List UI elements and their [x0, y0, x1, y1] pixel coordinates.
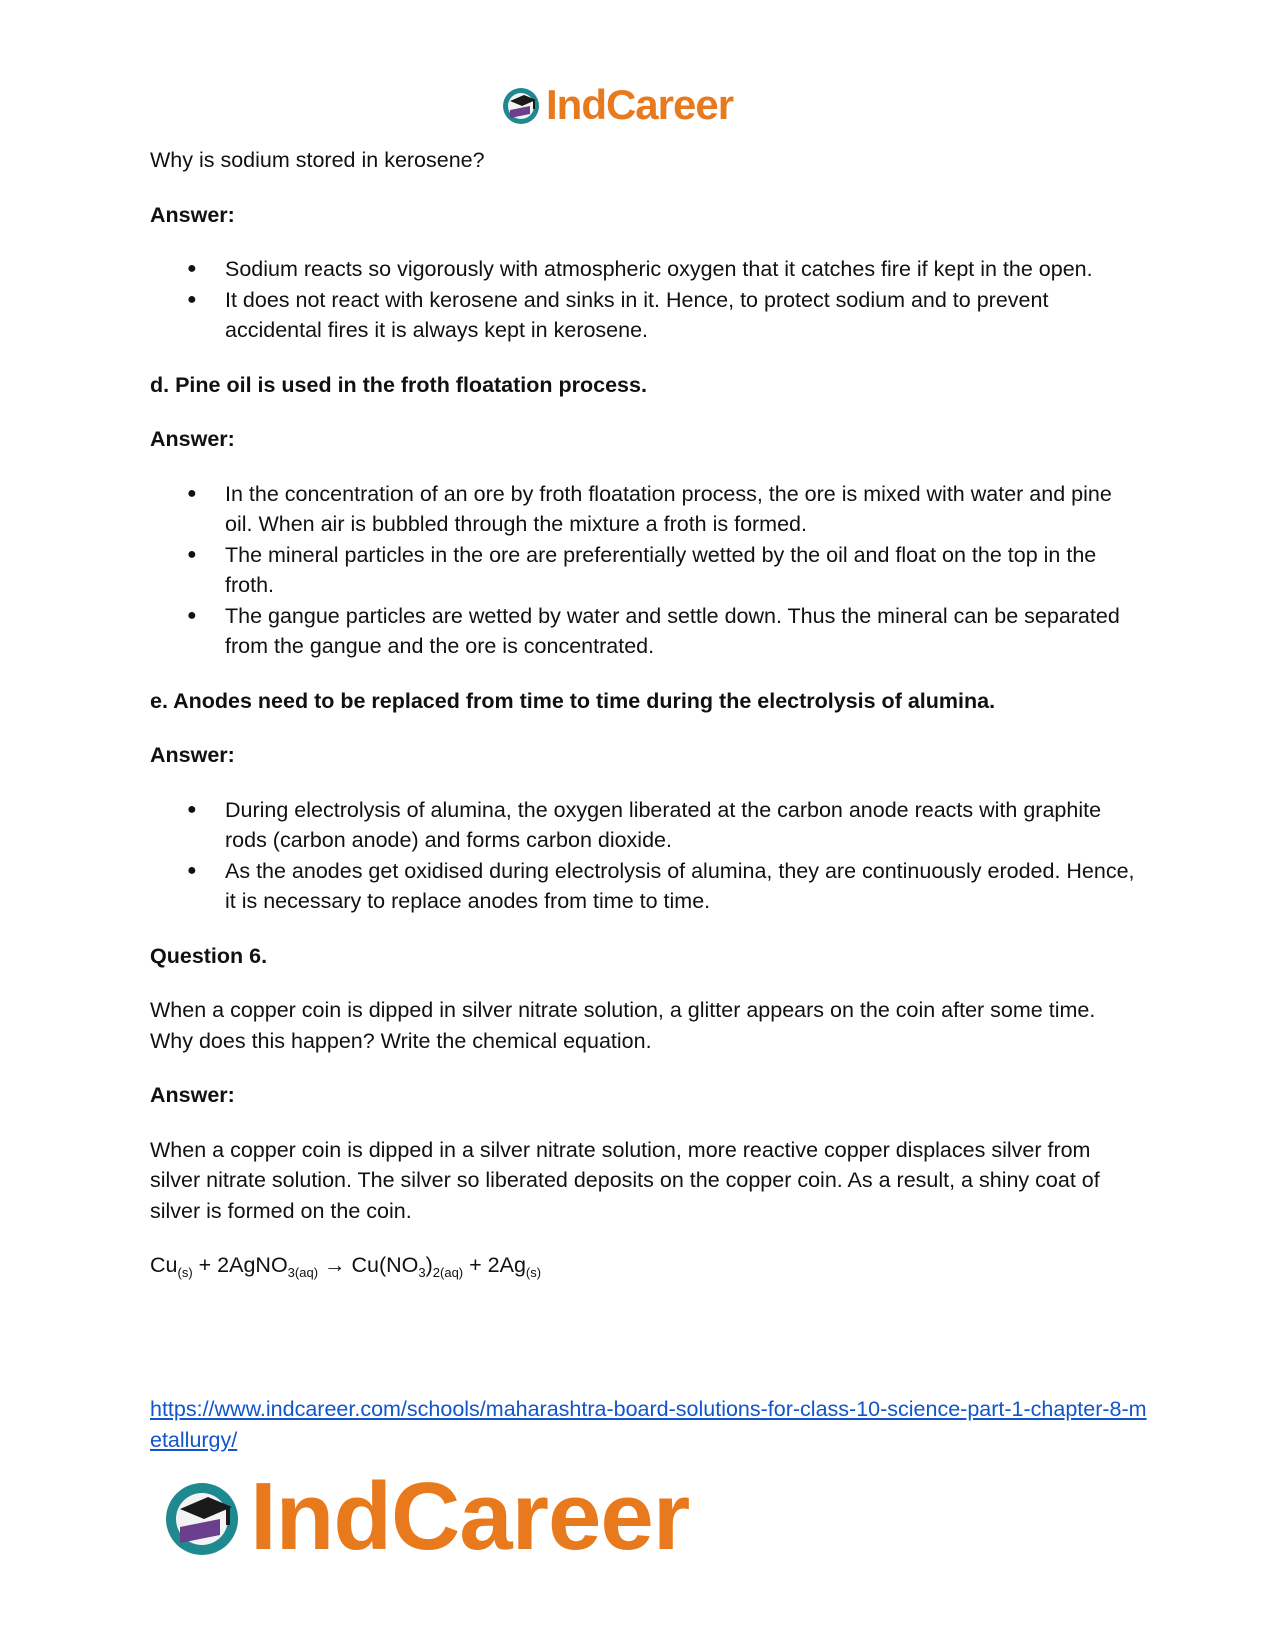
chemical-equation	[150, 1250, 1140, 1289]
list-item: ● It does not react with kerosene and sinks in it. Hence, to protect sodium and to prevent accidental fires it is always kept in kerosene.	[225, 285, 1140, 346]
eq-sub: 2(aq)	[432, 1265, 464, 1280]
graduation-globe-icon	[160, 1475, 244, 1559]
list-item: ● The mineral particles in the ore are preferentially wetted by the oil and float on the top in the froth.	[225, 540, 1140, 601]
source-url-link[interactable]: https://www.indcareer.com/schools/maharashtra-board-solutions-for-class-10-science-part-1-chapter-8-metallurgy/	[150, 1397, 1147, 1452]
eq-sub: 3	[418, 1265, 426, 1280]
eq-arrow-product: → Cu(NO	[318, 1253, 419, 1277]
eq-ag: + 2Ag	[463, 1253, 526, 1277]
question-6-answer: When a copper coin is dipped in a silver nitrate solution, more reactive copper displaces silver from silver nitrate solution. The silver so liberated deposits on the copper coin. As a result, a shiny coat of silver is formed on the coin.	[150, 1137, 1100, 1223]
list-item: ● In the concentration of an ore by froth floatation process, the ore is mixed with water and pine oil. When air is bubbled through the mixture a froth is formed.	[225, 479, 1140, 540]
answer-label: Answer:	[150, 1083, 235, 1107]
question-e: e. Anodes need to be replaced from time to time during the electrolysis of alumina.	[150, 688, 996, 713]
footer-logo	[160, 1463, 690, 1570]
list-item: ● The gangue particles are wetted by water and settle down. Thus the mineral can be separated from the gangue and the ore is concentrated.	[225, 601, 1140, 662]
question-6-label: Question 6.	[150, 943, 268, 968]
answer-label: Answer:	[150, 202, 235, 227]
eq-sub: 3(aq)	[287, 1265, 319, 1280]
pine-oil-answer-list	[150, 479, 1140, 662]
answer-label: Answer:	[150, 427, 235, 451]
header-logo	[500, 80, 733, 130]
sodium-answer-list	[150, 254, 1140, 346]
question-sodium: Why is sodium stored in kerosene?	[150, 148, 485, 172]
list-item: ● During electrolysis of alumina, the oxygen liberated at the carbon anode reacts with graphite rods (carbon anode) and forms carbon dioxide.	[225, 795, 1140, 856]
eq-sub: (s)	[525, 1265, 542, 1280]
answer-label: Answer:	[150, 743, 235, 767]
list-item: ● Sodium reacts so vigorously with atmospheric oxygen that it catches fire if kept in the open.	[225, 254, 1140, 285]
eq-close-paren: )	[425, 1253, 433, 1277]
eq-agno3: + 2AgNO	[192, 1253, 288, 1277]
graduation-globe-icon	[500, 84, 542, 126]
anode-answer-list	[150, 795, 1140, 917]
logo-wordmark: IndCareer	[250, 1463, 690, 1570]
list-item: ● As the anodes get oxidised during electrolysis of alumina, they are continuously eroded. Hence, it is necessary to replace anodes from time to time.	[225, 856, 1140, 917]
logo-wordmark: IndCareer	[546, 81, 734, 128]
question-6-text: When a copper coin is dipped in silver nitrate solution, a glitter appears on the coin after some time. Why does this happen? Write the chemical equation.	[150, 998, 1096, 1053]
question-d: d. Pine oil is used in the froth floatation process.	[150, 372, 647, 397]
eq-cu: Cu	[150, 1253, 178, 1277]
document-body	[150, 145, 1140, 1313]
eq-sub: (s)	[177, 1265, 193, 1280]
